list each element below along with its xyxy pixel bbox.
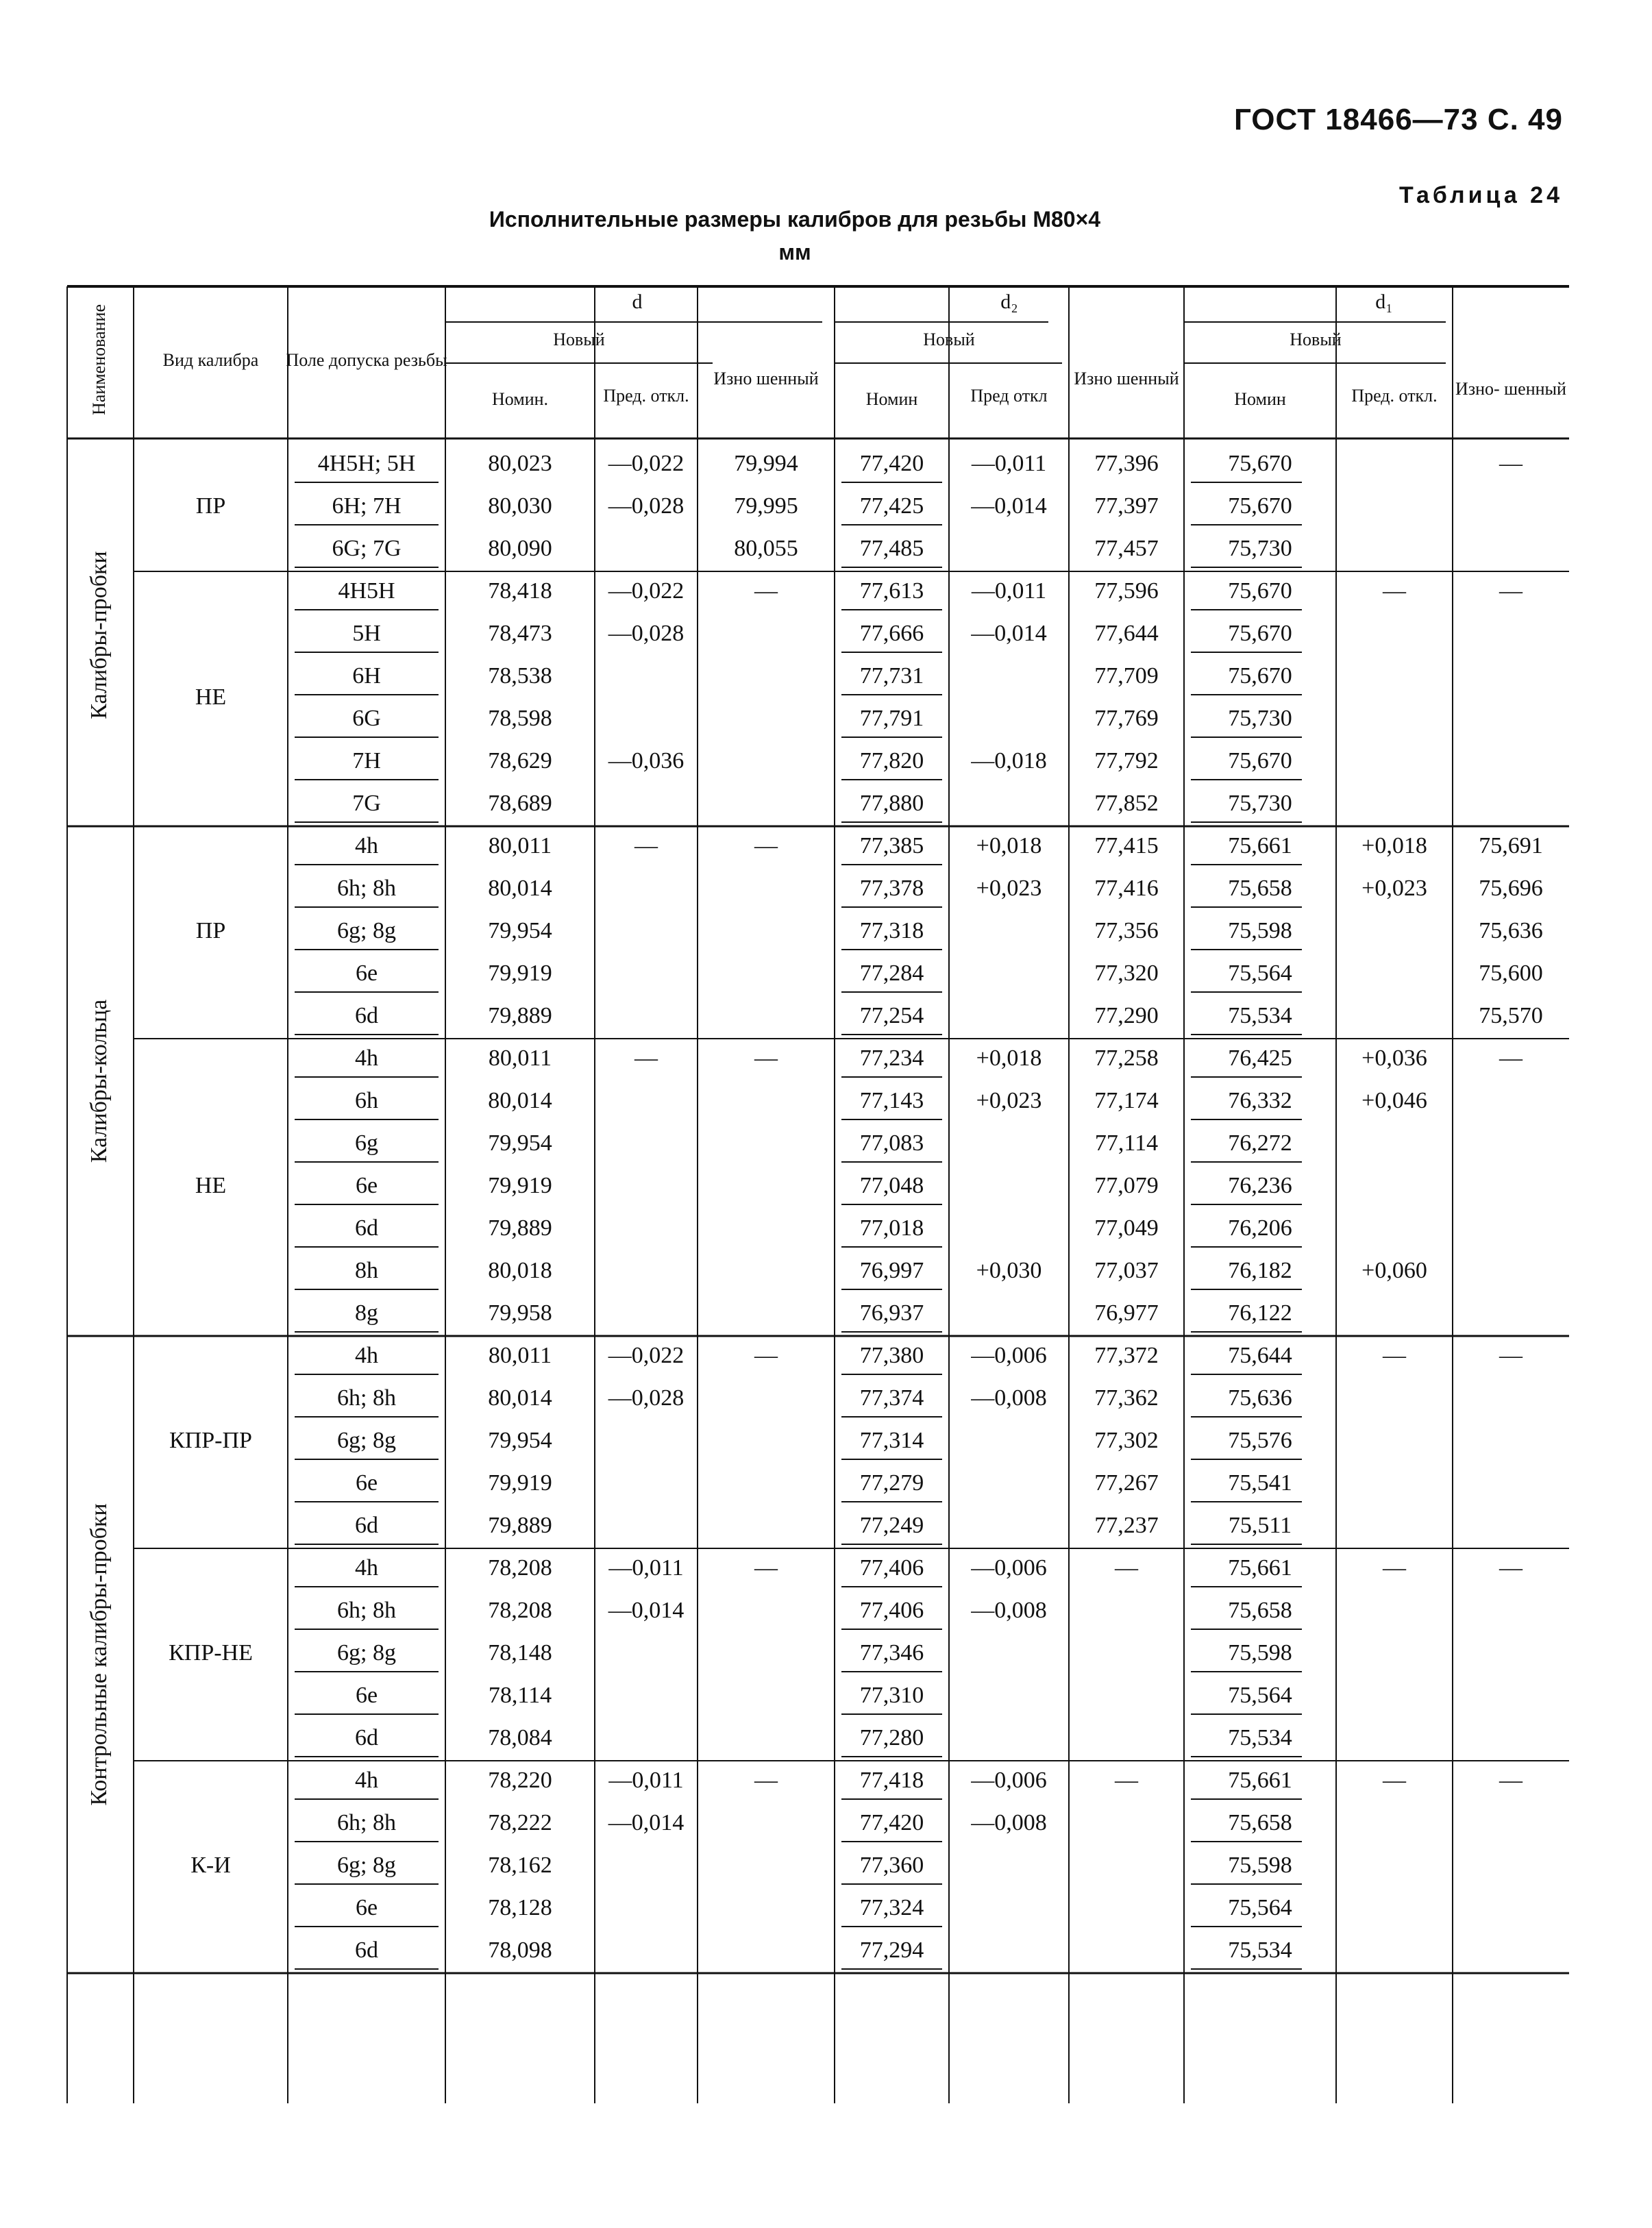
table-cell: —: [634, 1045, 658, 1071]
table-cell: 6e: [355, 1894, 378, 1920]
table-cell: —: [634, 832, 658, 858]
table-cell: 80,011: [488, 1045, 552, 1071]
table-cell: 79,889: [488, 1215, 552, 1241]
table-cell: —0,011: [608, 1555, 684, 1581]
table-cell: 77,279: [859, 1470, 924, 1496]
table-cell: 78,208: [488, 1597, 552, 1623]
table-cell: 76,425: [1228, 1045, 1292, 1071]
gauge-type-label: КПР-НЕ: [169, 1639, 253, 1666]
cell-text: Изно шенный: [713, 368, 819, 388]
table-cell: 75,636: [1479, 917, 1543, 943]
table-cell: 77,258: [1094, 1045, 1159, 1071]
table-cell: —0,006: [971, 1767, 1047, 1793]
table-cell: 4H5H; 5H: [317, 450, 416, 476]
table-cell: 6e: [355, 960, 378, 986]
table-cell: 77,310: [859, 1682, 924, 1708]
table-cell: 5H: [352, 620, 381, 646]
table-cell: +0,046: [1361, 1087, 1427, 1113]
table-cell: 6h; 8h: [337, 1809, 396, 1835]
table-cell: —0,011: [971, 450, 1047, 476]
cell-text: Пред откл: [970, 385, 1048, 406]
table-cell: 77,880: [859, 790, 924, 816]
table-cell: 80,090: [488, 535, 552, 561]
table-cell: 76,182: [1228, 1257, 1292, 1283]
table-cell: 78,598: [488, 705, 552, 731]
table-cell: 76,997: [859, 1257, 924, 1283]
table-cell: +0,036: [1361, 1045, 1427, 1071]
gauge-type-label: НЕ: [195, 684, 227, 710]
table-cell: 75,511: [1228, 1512, 1292, 1538]
cell-text: Новый: [923, 329, 975, 349]
group-label: Калибры-кольца: [86, 999, 112, 1163]
table-cell: —0,008: [971, 1385, 1047, 1411]
table-cell: 75,600: [1479, 960, 1543, 986]
table-cell: 76,272: [1228, 1130, 1292, 1156]
table-cell: 6d: [355, 1512, 378, 1538]
table-cell: 75,730: [1228, 535, 1292, 561]
table-cell: 78,538: [488, 663, 552, 689]
table-cell: 77,420: [859, 1809, 924, 1835]
table-cell: 78,084: [488, 1724, 552, 1750]
table-cell: 77,415: [1094, 832, 1159, 858]
table-cell: 77,396: [1094, 450, 1159, 476]
table-cell: 79,919: [488, 1172, 552, 1198]
table-cell: 80,018: [488, 1257, 552, 1283]
table-cell: 77,378: [859, 875, 924, 901]
table-cell: 77,314: [859, 1427, 924, 1453]
table-cell: —0,006: [971, 1342, 1047, 1368]
table-cell: —0,008: [971, 1809, 1047, 1835]
table-cell: 75,598: [1228, 917, 1292, 943]
table-cell: 75,658: [1228, 1809, 1292, 1835]
table-cell: 77,049: [1094, 1215, 1159, 1241]
cell-text: Пред. откл.: [1351, 385, 1438, 406]
table-cell: 80,030: [488, 493, 552, 519]
table-cell: 77,290: [1094, 1002, 1159, 1028]
table-cell: 79,919: [488, 1470, 552, 1496]
table-cell: 79,919: [488, 960, 552, 986]
table-cell: 79,889: [488, 1512, 552, 1538]
table-cell: 77,234: [859, 1045, 924, 1071]
table-cell: 79,889: [488, 1002, 552, 1028]
table-cell: 80,014: [488, 1087, 552, 1113]
col-d1-label: d₁: [1375, 290, 1393, 313]
table-cell: 77,596: [1094, 578, 1159, 604]
gauge-type-label: НЕ: [195, 1172, 227, 1198]
table-cell: +0,018: [1361, 832, 1427, 858]
table-cell: —0,036: [608, 747, 685, 773]
table-cell: 75,644: [1228, 1342, 1292, 1368]
table-cell: 6h: [355, 1087, 378, 1113]
table-cell: 79,994: [734, 450, 798, 476]
table-cell: 75,658: [1228, 1597, 1292, 1623]
table-cell: —0,014: [608, 1597, 685, 1623]
table-cell: 76,332: [1228, 1087, 1292, 1113]
table-cell: 78,418: [488, 578, 552, 604]
table-cell: 6d: [355, 1002, 378, 1028]
cell-text: Номин.: [491, 388, 549, 409]
cell-text: Поле допуска резьбы: [286, 349, 447, 370]
table-cell: 77,792: [1094, 747, 1159, 773]
table-cell: 77,666: [859, 620, 924, 646]
table-cell: 75,598: [1228, 1852, 1292, 1878]
cell-text: Наименование: [88, 304, 109, 415]
table-cell: 6h; 8h: [337, 1597, 396, 1623]
table-cell: 76,236: [1228, 1172, 1292, 1198]
table-cell: 77,018: [859, 1215, 924, 1241]
table-cell: 75,564: [1228, 960, 1292, 986]
table-cell: 79,954: [488, 917, 552, 943]
table-cell: 78,098: [488, 1937, 552, 1963]
table-cell: 75,636: [1228, 1385, 1292, 1411]
table-cell: 6G: [352, 705, 381, 731]
table-cell: 77,709: [1094, 663, 1159, 689]
table-cell: —0,006: [971, 1555, 1047, 1581]
table-cell: 77,852: [1094, 790, 1159, 816]
table-cell: +0,018: [976, 832, 1042, 858]
table-number: Таблица 24: [1399, 182, 1563, 208]
table-cell: 78,220: [488, 1767, 552, 1793]
table-cell: 4h: [355, 1767, 378, 1793]
table-cell: 77,485: [859, 535, 924, 561]
gauge-type-label: К-И: [190, 1852, 231, 1878]
table-cell: 75,696: [1479, 875, 1543, 901]
table-cell: 6e: [355, 1470, 378, 1496]
table-cell: 6g; 8g: [337, 917, 396, 943]
table-cell: —: [1499, 578, 1522, 604]
table-unit: мм: [778, 240, 811, 264]
gauge-type-label: КПР-ПР: [169, 1427, 252, 1453]
table-cell: 80,011: [488, 1342, 552, 1368]
table-cell: 78,128: [488, 1894, 552, 1920]
table-cell: 75,691: [1479, 832, 1543, 858]
table-cell: —: [1499, 450, 1522, 476]
table-cell: 77,237: [1094, 1512, 1159, 1538]
table-cell: —0,028: [608, 1385, 685, 1411]
table-cell: 6h; 8h: [337, 875, 396, 901]
table-cell: 77,613: [859, 578, 924, 604]
table-cell: 78,162: [488, 1852, 552, 1878]
table-cell: —: [1499, 1045, 1522, 1071]
table-cell: 77,644: [1094, 620, 1159, 646]
table-cell: 77,457: [1094, 535, 1159, 561]
table-cell: 77,048: [859, 1172, 924, 1198]
table-cell: —: [1499, 1767, 1522, 1793]
table-cell: 77,318: [859, 917, 924, 943]
table-cell: 75,658: [1228, 875, 1292, 901]
table-cell: 77,416: [1094, 875, 1159, 901]
table-cell: 76,977: [1094, 1300, 1159, 1326]
table-cell: 75,534: [1228, 1002, 1292, 1028]
table-cell: —: [1383, 578, 1406, 604]
table-cell: 77,280: [859, 1724, 924, 1750]
table-cell: 4h: [355, 832, 378, 858]
table-cell: —0,022: [608, 450, 685, 476]
table-cell: 7G: [352, 790, 381, 816]
table-cell: 77,346: [859, 1639, 924, 1666]
table-cell: 77,254: [859, 1002, 924, 1028]
table-cell: 77,406: [859, 1597, 924, 1623]
table-cell: 75,670: [1228, 663, 1292, 689]
table-cell: —0,022: [608, 578, 685, 604]
table-cell: 77,406: [859, 1555, 924, 1581]
col-d-label: d: [632, 290, 643, 313]
table-cell: —0,028: [608, 493, 685, 519]
cell-text: Новый: [1290, 329, 1342, 349]
table-cell: —0,014: [608, 1809, 685, 1835]
cell-text: Номин: [865, 388, 918, 409]
table-cell: +0,023: [976, 875, 1042, 901]
table-cell: 80,014: [488, 1385, 552, 1411]
table-cell: 77,420: [859, 450, 924, 476]
table-cell: —: [1499, 1342, 1522, 1368]
table-cell: 4h: [355, 1045, 378, 1071]
cell-text: Изно- шенный: [1455, 378, 1566, 399]
table-cell: 75,661: [1228, 1555, 1292, 1581]
table-cell: 77,397: [1094, 493, 1159, 519]
table-cell: 77,820: [859, 747, 924, 773]
table-cell: 77,374: [859, 1385, 924, 1411]
table-cell: 75,670: [1228, 747, 1292, 773]
table-cell: 75,730: [1228, 790, 1292, 816]
table-cell: 75,661: [1228, 1767, 1292, 1793]
table-cell: 75,564: [1228, 1682, 1292, 1708]
col-d2-label: d₂: [1000, 290, 1018, 313]
table-cell: 6e: [355, 1682, 378, 1708]
table-cell: 75,661: [1228, 832, 1292, 858]
table-cell: 75,576: [1228, 1427, 1292, 1453]
table-cell: —0,018: [971, 747, 1047, 773]
table-cell: +0,023: [976, 1087, 1042, 1113]
table-cell: 77,302: [1094, 1427, 1159, 1453]
table-cell: 75,670: [1228, 493, 1292, 519]
table-cell: 77,267: [1094, 1470, 1159, 1496]
table-cell: 77,731: [859, 663, 924, 689]
table-cell: 77,380: [859, 1342, 924, 1368]
table-cell: 4h: [355, 1555, 378, 1581]
page-header: ГОСТ 18466—73 С. 49: [1233, 103, 1563, 136]
group-label: Контрольные калибры-пробки: [86, 1503, 112, 1806]
cell-text: Вид калибра: [162, 349, 259, 370]
table-cell: 6G; 7G: [332, 535, 402, 561]
cell-text: Изно шенный: [1074, 368, 1179, 388]
table-cell: 77,320: [1094, 960, 1159, 986]
table-cell: 78,689: [488, 790, 552, 816]
table-cell: 75,534: [1228, 1724, 1292, 1750]
table-cell: 75,670: [1228, 450, 1292, 476]
table-cell: 77,385: [859, 832, 924, 858]
table-cell: 6H; 7H: [332, 493, 402, 519]
table-cell: —0,022: [608, 1342, 685, 1368]
table-cell: 75,534: [1228, 1937, 1292, 1963]
table-cell: —0,011: [608, 1767, 684, 1793]
table-cell: —: [754, 1555, 778, 1581]
table-cell: 78,114: [488, 1682, 552, 1708]
table-cell: 78,148: [488, 1639, 552, 1666]
table-cell: +0,030: [976, 1257, 1042, 1283]
gauge-type-label: ПР: [195, 917, 226, 943]
table-cell: 76,206: [1228, 1215, 1292, 1241]
table-cell: 79,954: [488, 1427, 552, 1453]
table-cell: —: [1115, 1767, 1138, 1793]
table-cell: 77,418: [859, 1767, 924, 1793]
table-cell: —0,008: [971, 1597, 1047, 1623]
table-cell: 6d: [355, 1724, 378, 1750]
table-cell: 76,122: [1228, 1300, 1292, 1326]
table-cell: 8h: [355, 1257, 378, 1283]
table-cell: 77,791: [859, 705, 924, 731]
table-cell: —0,011: [971, 578, 1047, 604]
table-cell: 77,174: [1094, 1087, 1159, 1113]
table-cell: 78,473: [488, 620, 552, 646]
table-cell: 78,629: [488, 747, 552, 773]
cell-text: Новый: [553, 329, 605, 349]
table-cell: 4h: [355, 1342, 378, 1368]
table-cell: 75,670: [1228, 578, 1292, 604]
table-cell: 80,014: [488, 875, 552, 901]
table-cell: 79,954: [488, 1130, 552, 1156]
cell-text: Пред. откл.: [603, 385, 689, 406]
cell-text: Номин: [1234, 388, 1286, 409]
table-cell: —: [1383, 1555, 1406, 1581]
table-cell: 77,324: [859, 1894, 924, 1920]
table-title: Исполнительные размеры калибров для резьбы M80×4: [489, 207, 1101, 232]
table-cell: —: [754, 1767, 778, 1793]
table-cell: 77,372: [1094, 1342, 1159, 1368]
table-cell: —: [1383, 1767, 1406, 1793]
table-cell: 75,564: [1228, 1894, 1292, 1920]
table-cell: —: [1499, 1555, 1522, 1581]
table-cell: 77,114: [1094, 1130, 1159, 1156]
table-cell: 6g; 8g: [337, 1852, 396, 1878]
table-cell: —0,028: [608, 620, 685, 646]
table-cell: 77,284: [859, 960, 924, 986]
table-cell: 75,670: [1228, 620, 1292, 646]
table-cell: 77,360: [859, 1852, 924, 1878]
table-cell: —: [1383, 1342, 1406, 1368]
table-cell: —0,014: [971, 493, 1047, 519]
table-cell: 77,083: [859, 1130, 924, 1156]
table-cell: 6h; 8h: [337, 1385, 396, 1411]
table-cell: 75,730: [1228, 705, 1292, 731]
table-cell: 6d: [355, 1215, 378, 1241]
gauge-type-label: ПР: [195, 493, 226, 519]
table-cell: 80,011: [488, 832, 552, 858]
table-cell: —: [754, 1342, 778, 1368]
table-cell: 77,249: [859, 1512, 924, 1538]
table-cell: +0,023: [1361, 875, 1427, 901]
table-cell: 79,995: [734, 493, 798, 519]
table-cell: 77,143: [859, 1087, 924, 1113]
table-cell: +0,060: [1361, 1257, 1427, 1283]
table-cell: 77,362: [1094, 1385, 1159, 1411]
table-cell: 77,037: [1094, 1257, 1159, 1283]
table-cell: —: [754, 578, 778, 604]
table-cell: 78,208: [488, 1555, 552, 1581]
table-cell: 77,079: [1094, 1172, 1159, 1198]
table-cell: 80,023: [488, 450, 552, 476]
table-cell: 6d: [355, 1937, 378, 1963]
table-cell: 6H: [352, 663, 381, 689]
table-cell: 6g; 8g: [337, 1427, 396, 1453]
table-cell: 6g; 8g: [337, 1639, 396, 1666]
group-label: Калибры-пробки: [86, 551, 112, 719]
table-cell: 77,425: [859, 493, 924, 519]
table-cell: 75,598: [1228, 1639, 1292, 1666]
table-cell: 8g: [355, 1300, 378, 1326]
table-cell: 77,294: [859, 1937, 924, 1963]
table-cell: 76,937: [859, 1300, 924, 1326]
table-cell: 75,541: [1228, 1470, 1292, 1496]
table-cell: —0,014: [971, 620, 1047, 646]
table-cell: 75,570: [1479, 1002, 1543, 1028]
table-cell: —: [754, 1045, 778, 1071]
table-cell: 77,769: [1094, 705, 1159, 731]
table-cell: 78,222: [488, 1809, 552, 1835]
table-cell: —: [754, 832, 778, 858]
table-cell: 4H5H: [338, 578, 395, 604]
table-cell: 79,958: [488, 1300, 552, 1326]
table-cell: 7H: [352, 747, 381, 773]
table-cell: 6e: [355, 1172, 378, 1198]
table-cell: 77,356: [1094, 917, 1159, 943]
table-cell: 80,055: [734, 535, 798, 561]
table-cell: —: [1115, 1555, 1138, 1581]
table-cell: 6g: [355, 1130, 378, 1156]
table-cell: +0,018: [976, 1045, 1042, 1071]
